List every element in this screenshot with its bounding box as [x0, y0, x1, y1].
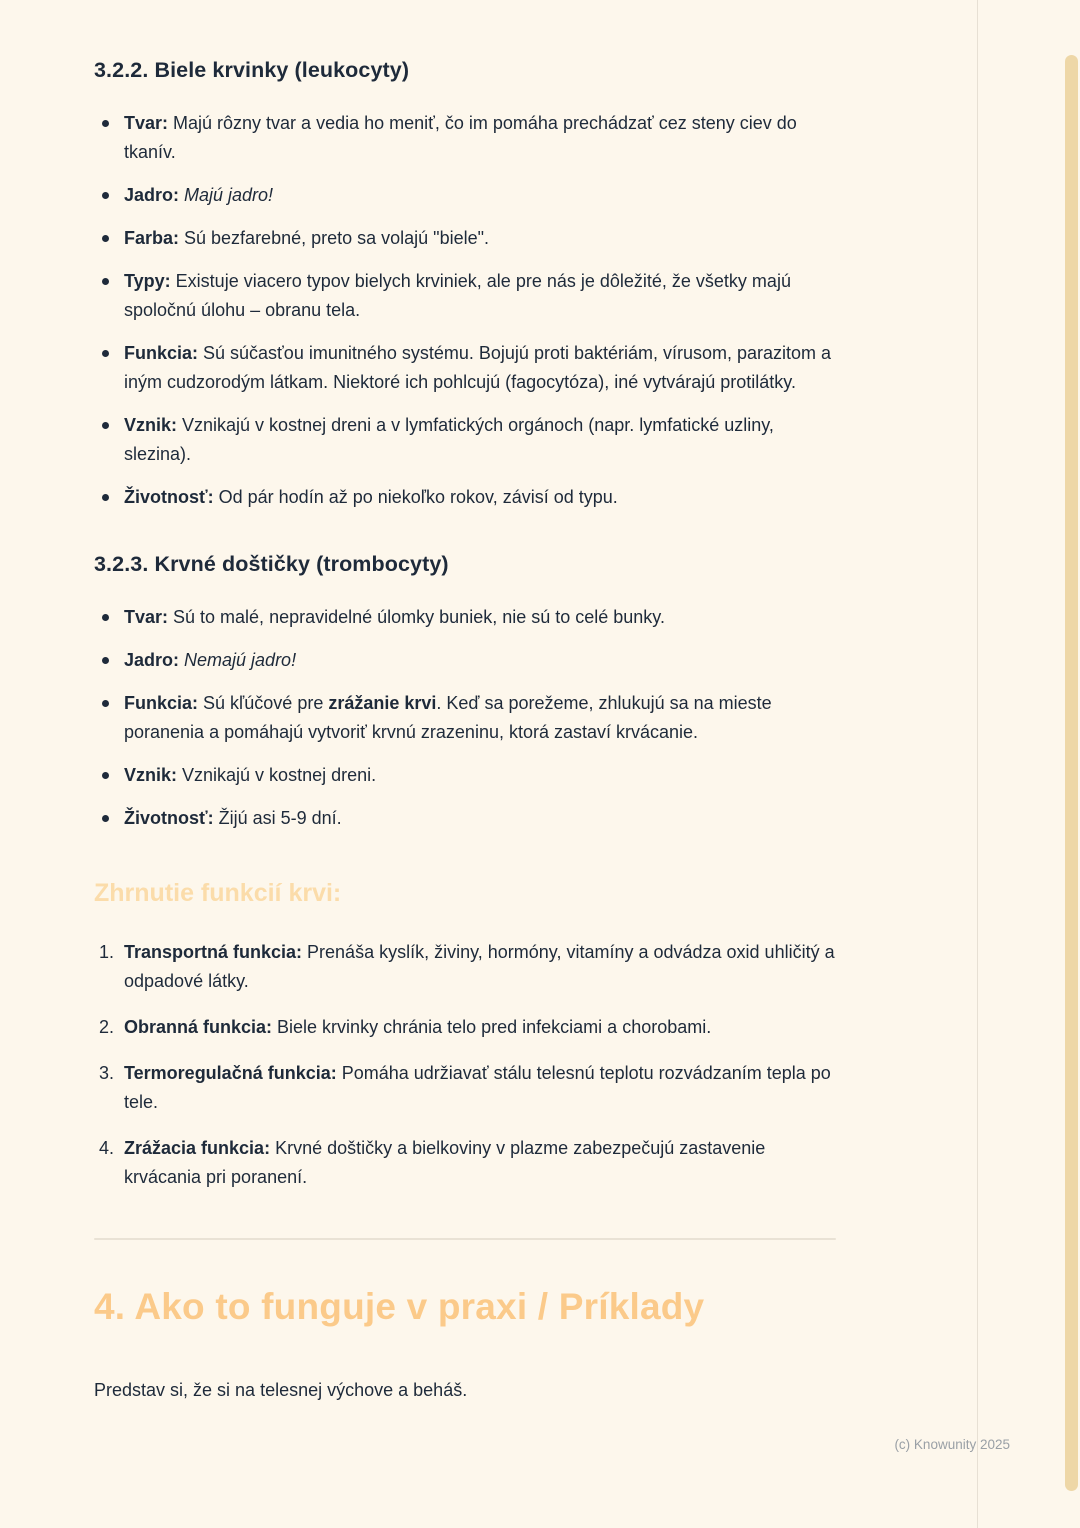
item-text: Pomáha udržiavať stálu telesnú teplotu rozvádzaním tepla po tele.: [124, 1063, 831, 1112]
item-label: Funkcia:: [124, 343, 199, 363]
summary-heading: Zhrnutie funkcií krvi:: [94, 879, 342, 907]
item-text: Biele krvinky chránia telo pred infekciami a chorobami.: [272, 1017, 712, 1037]
list-item: [94, 181, 836, 210]
bullet-icon: [102, 422, 109, 429]
list-item: [94, 483, 836, 512]
item-label: Jadro:: [124, 650, 180, 670]
page-edge-divider: [977, 0, 978, 1528]
item-label: Zrážacia funkcia:: [124, 1138, 271, 1158]
bullet-icon: [102, 120, 109, 127]
list-item: [94, 267, 836, 325]
list-number: 3.: [99, 1063, 115, 1083]
item-text: Existuje viacero typov bielych krviniek, ale pre nás je dôležité, že všetky majú spoločnú úlohu – obranu tela.: [124, 271, 791, 320]
item-label: Funkcia:: [124, 693, 199, 713]
bullet-icon: [102, 235, 109, 242]
item-text: Sú súčasťou imunitného systému. Bojujú proti baktériám, vírusom, parazitom a iným cudzorodým látkam. Niektoré ich pohlcujú (fagocytóza), iné vytvárajú protilátky.: [124, 343, 832, 392]
item-text: Sú to malé, nepravidelné úlomky buniek, nie sú to celé bunky.: [168, 607, 665, 627]
section-heading-leukocytes: 3.2.2. Biele krvinky (leukocyty): [94, 58, 410, 82]
list-item: [94, 761, 836, 790]
list-item: [94, 411, 836, 469]
item-label: Transportná funkcia:: [124, 942, 303, 962]
notes-content: [94, 30, 836, 1405]
section-heading-platelets: 3.2.3. Krvné doštičky (trombocyty): [94, 552, 449, 576]
item-text: Sú kľúčové pre: [198, 693, 329, 713]
item-text: Sú bezfarebné, preto sa volajú "biele".: [179, 228, 489, 248]
list-item: [94, 938, 836, 996]
item-label: Obranná funkcia:: [124, 1017, 273, 1037]
copyright-note: (c) Knowunity 2025: [894, 1437, 1010, 1452]
practice-heading: 4. Ako to funguje v praxi / Príklady: [94, 1286, 705, 1327]
item-text: Vznikajú v kostnej dreni.: [177, 765, 377, 785]
list-item: [94, 109, 836, 167]
list-item: [94, 689, 836, 747]
item-text-bold: zrážanie krvi: [328, 693, 437, 713]
scrollbar-thumb[interactable]: [1065, 55, 1078, 1491]
summary-list: [94, 938, 836, 1192]
bullet-icon: [102, 192, 109, 199]
item-label: Typy:: [124, 271, 171, 291]
bullet-icon: [102, 700, 109, 707]
bullet-icon: [102, 772, 109, 779]
item-label: Tvar:: [124, 607, 169, 627]
item-text: . Keď sa porežeme, zhlukujú sa na mieste poranenia a pomáhajú vytvoriť krvnú zrazeninu, ktorá zastaví krvácanie.: [124, 693, 772, 742]
item-text-italic: Nemajú jadro!: [179, 650, 297, 670]
bullet-icon: [102, 614, 109, 621]
section-divider: [94, 1238, 836, 1240]
item-label: Termoregulačná funkcia:: [124, 1063, 337, 1083]
list-number: 1.: [99, 942, 115, 962]
item-text-italic: Majú jadro!: [179, 185, 274, 205]
bullet-icon: [102, 494, 109, 501]
leukocytes-list: [94, 109, 836, 512]
item-text: Od pár hodín až po niekoľko rokov, závisí od typu.: [213, 487, 618, 507]
list-item: [94, 603, 836, 632]
item-text: Majú rôzny tvar a vedia ho meniť, čo im pomáha prechádzať cez steny ciev do tkanív.: [124, 113, 797, 162]
bullet-icon: [102, 815, 109, 822]
item-label: Vznik:: [124, 765, 178, 785]
item-text: Žijú asi 5-9 dní.: [213, 808, 342, 828]
list-item: [94, 1134, 836, 1192]
item-label: Vznik:: [124, 415, 178, 435]
item-label: Farba:: [124, 228, 180, 248]
practice-paragraph: Predstav si, že si na telesnej výchove a beháš.: [94, 1380, 468, 1400]
list-item: [94, 1013, 836, 1042]
list-number: 4.: [99, 1138, 115, 1158]
item-label: Životnosť:: [124, 808, 214, 828]
list-item: [94, 804, 836, 833]
item-text: Prenáša kyslík, živiny, hormóny, vitamíny a odvádza oxid uhličitý a odpadové látky.: [124, 942, 835, 991]
list-item: [94, 1059, 836, 1117]
bullet-icon: [102, 278, 109, 285]
list-item: [94, 646, 836, 675]
item-label: Jadro:: [124, 185, 180, 205]
item-text: Vznikajú v kostnej dreni a v lymfatických orgánoch (napr. lymfatické uzliny, slezina).: [124, 415, 774, 464]
bullet-icon: [102, 657, 109, 664]
list-item: [94, 224, 836, 253]
item-label: Životnosť:: [124, 487, 214, 507]
item-label: Tvar:: [124, 113, 169, 133]
list-number: 2.: [99, 1017, 115, 1037]
platelets-list: [94, 603, 836, 833]
bullet-icon: [102, 350, 109, 357]
list-item: [94, 339, 836, 397]
item-text: Krvné doštičky a bielkoviny v plazme zabezpečujú zastavenie krvácania pri poranení.: [124, 1138, 766, 1187]
scrollbar-track[interactable]: [1063, 0, 1080, 1528]
